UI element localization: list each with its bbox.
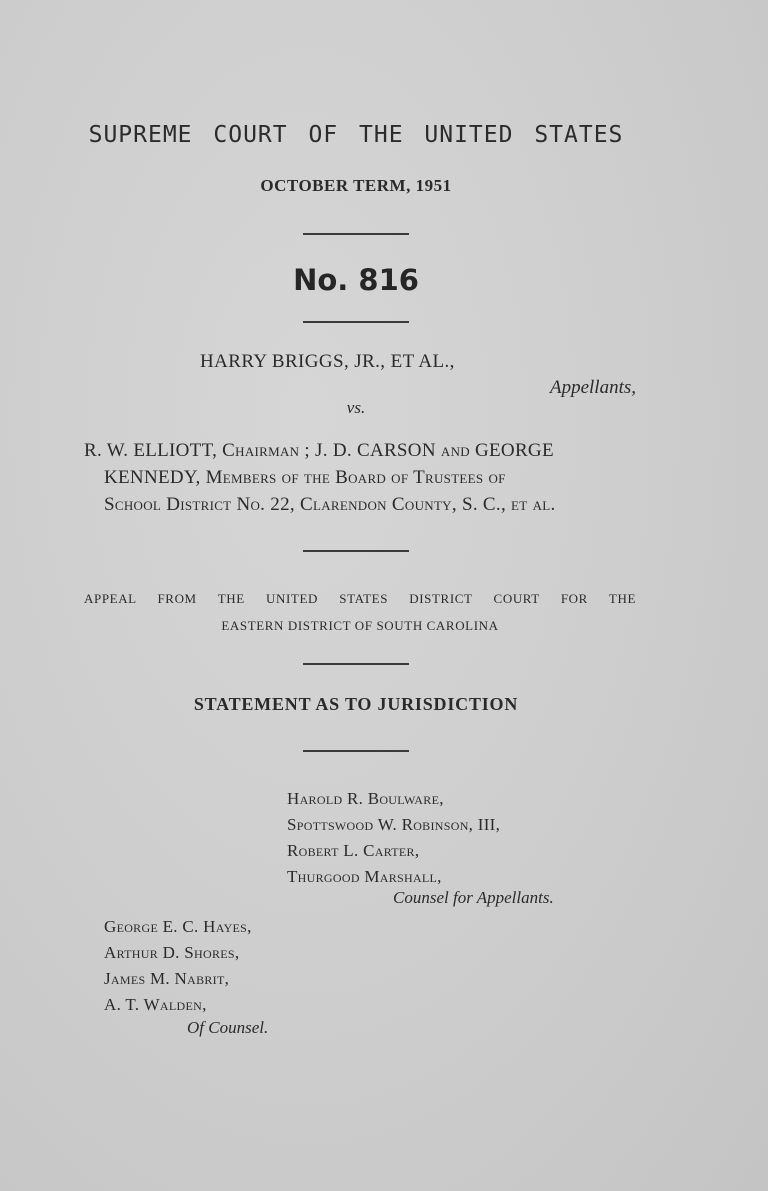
appellants-role: Appellants,	[549, 377, 636, 398]
appellees-line: School District No. 22, Clarendon County, S. C., et al.	[104, 494, 556, 515]
appellants-name: HARRY BRIGGS, JR., ET AL.,	[200, 351, 455, 372]
counsel-name: Harold R. Boulware,	[287, 789, 444, 808]
of-counsel-name: Arthur D. Shores,	[104, 943, 240, 962]
counsel-name: Spottswood W. Robinson, III,	[287, 815, 501, 834]
of-counsel-name: A. T. Walden,	[104, 995, 207, 1014]
court-name: SUPREME COURT OF THE UNITED STATES	[88, 122, 624, 148]
counsel-name: Thurgood Marshall,	[287, 867, 442, 886]
divider-rule	[303, 663, 409, 665]
case-number: No. 816	[293, 263, 419, 297]
of-counsel-list	[104, 914, 252, 1018]
appeal-line: APPEAL FROM THE UNITED STATES DISTRICT COURT FOR THE	[84, 591, 636, 606]
of-counsel-role: Of Counsel.	[187, 1018, 269, 1037]
versus-label: vs.	[346, 398, 366, 417]
counsel-role: Counsel for Appellants.	[393, 888, 554, 907]
counsel-name: Robert L. Carter,	[287, 841, 420, 860]
of-counsel-name: George E. C. Hayes,	[104, 917, 252, 936]
divider-rule	[303, 550, 409, 552]
divider-rule	[303, 750, 409, 752]
appellees-line: KENNEDY, Members of the Board of Trustees of	[104, 467, 506, 488]
document-title: STATEMENT AS TO JURISDICTION	[193, 694, 519, 714]
divider-rule	[303, 321, 409, 323]
appeal-caption	[84, 585, 636, 639]
court-term: OCTOBER TERM, 1951	[260, 176, 452, 195]
appeal-line: EASTERN DISTRICT OF SOUTH CAROLINA	[221, 618, 499, 633]
divider-rule	[303, 233, 409, 235]
appellees-line: R. W. ELLIOTT, Chairman ; J. D. CARSON and GEORGE	[84, 440, 554, 461]
counsel-list	[287, 786, 500, 890]
of-counsel-name: James M. Nabrit,	[104, 969, 230, 988]
